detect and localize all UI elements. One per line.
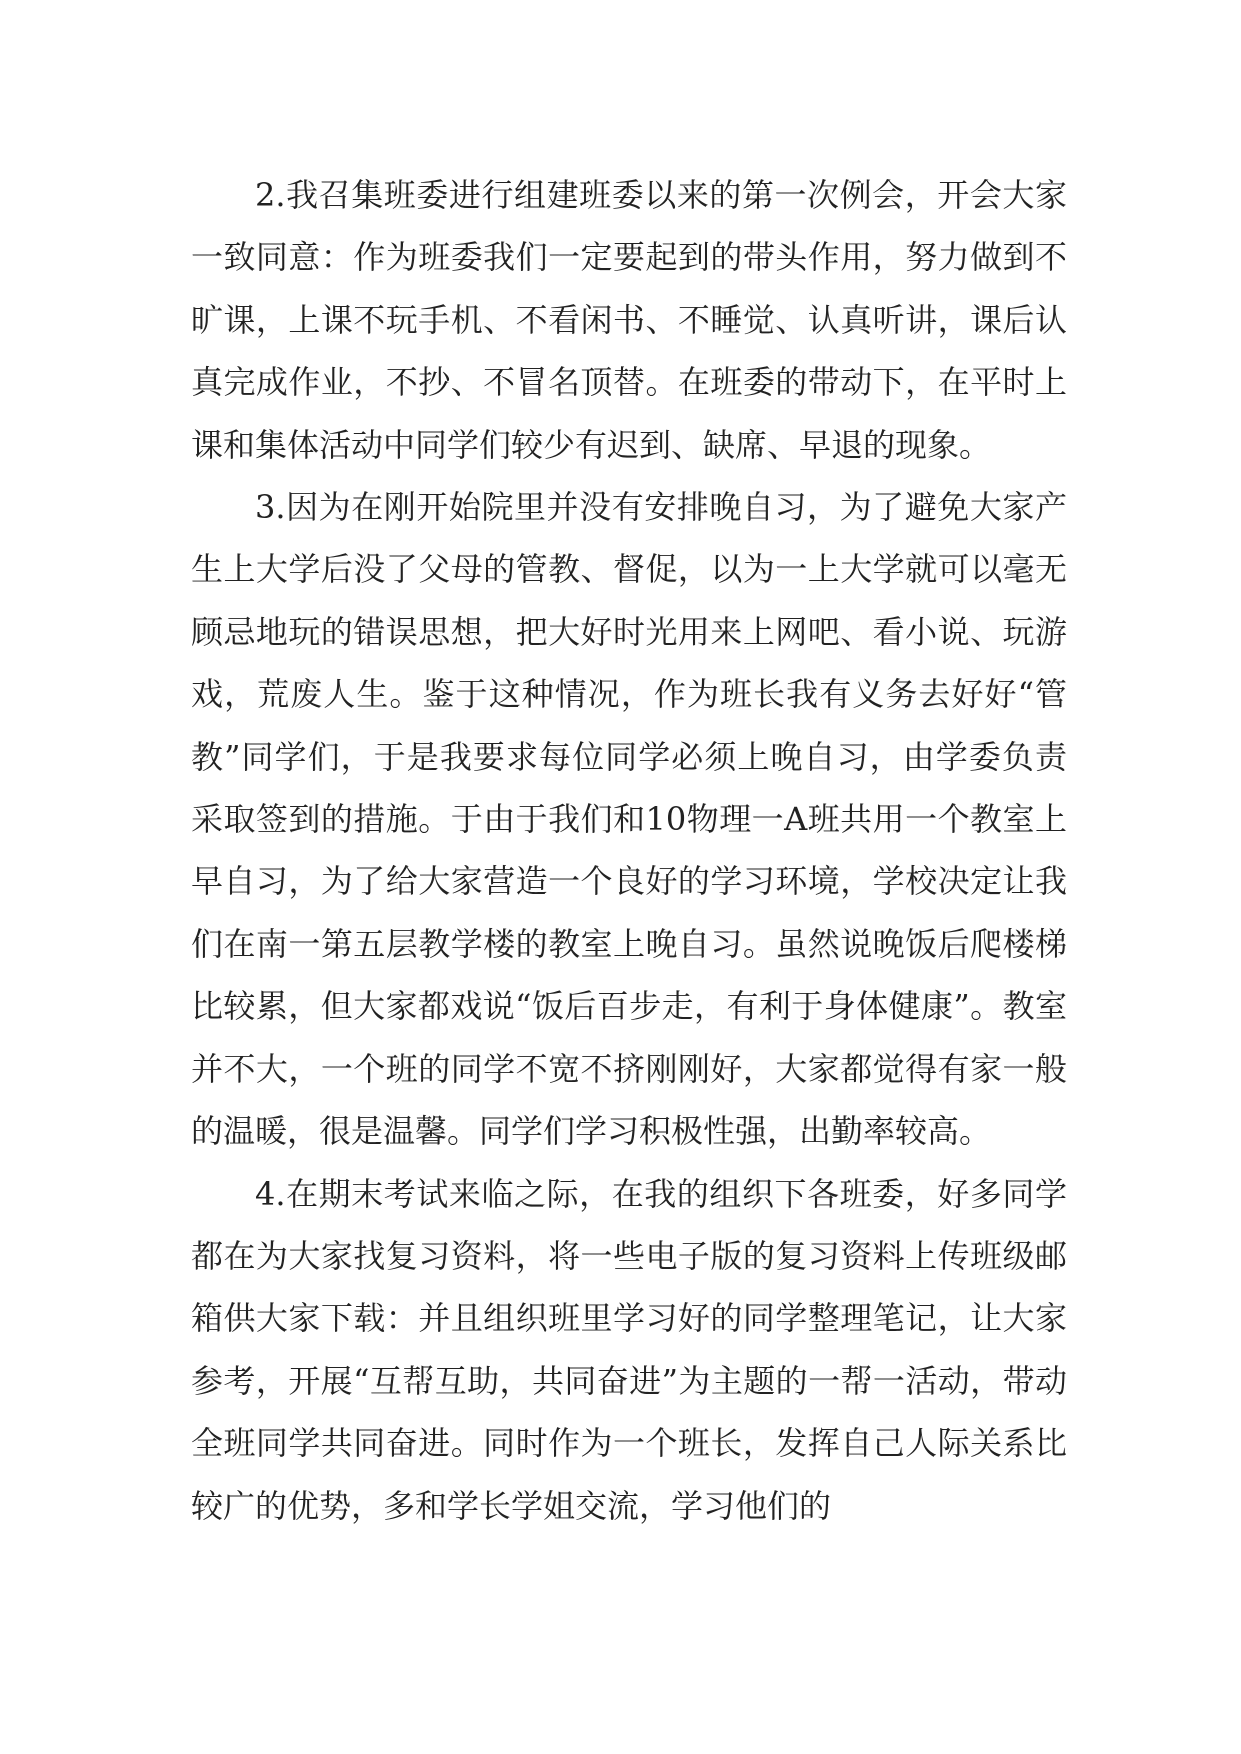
document-body (191, 164, 1067, 1537)
paragraph-4: 4.在期末考试来临之际，在我的组织下各班委，好多同学都在为大家找复习资料，将一些电子版的复习资料上传班级邮箱供大家下载：并且组织班里学习好的同学整理笔记，让大家参考，开展“互帮互助，共同奋进”为主题的一帮一活动，带动全班同学共同奋进。同时作为一个班长，发挥自己人际关系比较广的优势，多和学长学姐交流，学习他们的 (191, 1174, 1067, 1525)
paragraph-2: 2.我召集班委进行组建班委以来的第一次例会，开会大家一致同意：作为班委我们一定要起到的带头作用，努力做到不旷课，上课不玩手机、不看闲书、不睡觉、认真听讲，课后认真完成作业，不抄、不冒名顶替。在班委的带动下，在平时上课和集体活动中同学们较少有迟到、缺席、早退的现象。 (191, 176, 1067, 464)
paragraph-3: 3.因为在刚开始院里并没有安排晚自习，为了避免大家产生上大学后没了父母的管教、督促，以为一上大学就可以毫无顾忌地玩的错误思想，把大好时光用来上网吧、看小说、玩游戏，荒废人生。鉴于这种情况，作为班长我有义务去好好“管教”同学们，于是我要求每位同学必须上晚自习，由学委负责采取签到的措施。于由于我们和10物理一A班共用一个教室上早自习，为了给大家营造一个良好的学习环境，学校决定让我们在南一第五层教学楼的教室上晚自习。虽然说晚饭后爬楼梯比较累，但大家都戏说“饭后百步走，有利于身体健康”。教室并不大，一个班的同学不宽不挤刚刚好，大家都觉得有家一般的温暖，很是温馨。同学们学习积极性强，出勤率较高。 (191, 488, 1067, 1151)
